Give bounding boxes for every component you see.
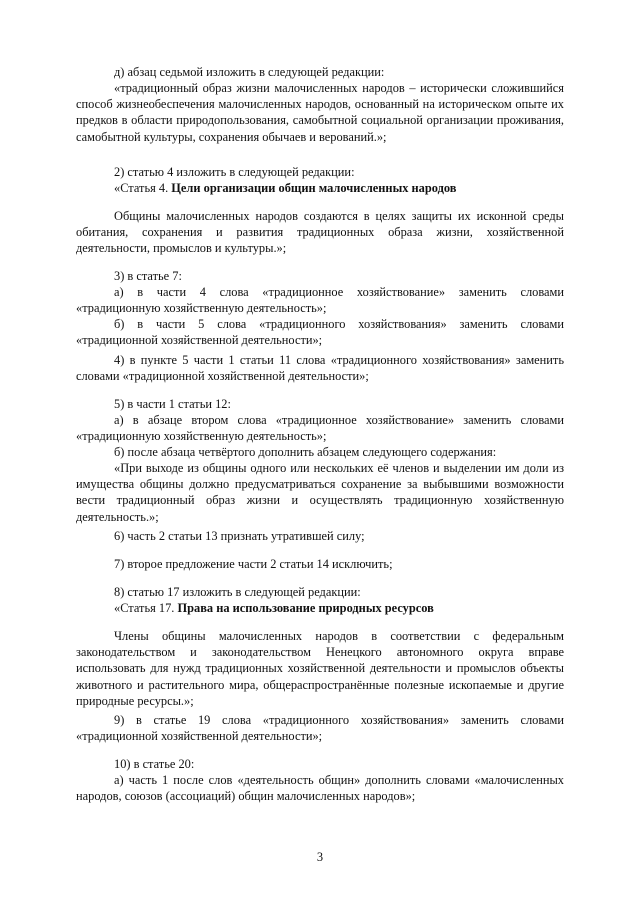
- paragraph-article12-a: а) в абзаце втором слова «традиционное хозяйствование» заменить словами «традиционную хозяйственную деятельность»;: [76, 413, 564, 444]
- paragraph-article4-body: Общины малочисленных народов создаются в целях защиты их исконной среды обитания, сохранения и развития традиционных образа жизни, хозяйственной деятельности, промыслов и культуры.»;: [76, 209, 564, 256]
- article4-title: Цели организации общин малочисленных народов: [171, 181, 457, 195]
- paragraph-article17-intro: 8) статью 17 изложить в следующей редакции:: [114, 585, 361, 599]
- paragraph-article20-a: а) часть 1 после слов «деятельность общин» дополнить словами «малочисленных народов, союзов (ассоциаций) общин малочисленных народов»;: [76, 773, 564, 804]
- article4-prefix: «Статья 4.: [114, 181, 172, 195]
- article17-heading: [114, 600, 564, 616]
- paragraph-article7-intro: 3) в статье 7:: [114, 269, 182, 283]
- paragraph-article12-intro: 5) в части 1 статьи 12:: [114, 397, 231, 411]
- paragraph-article4-intro: 2) статью 4 изложить в следующей редакции:: [114, 165, 355, 179]
- paragraph-article17-body: Члены общины малочисленных народов в соответствии с федеральным законодательством и законодательством Ненецкого автономного округа вправе использовать для нужд традиционных хозяйственной деятельности и промыслов объекты животного и растительного мира, общераспространённые полезные ископаемые и другие природные ресурсы.»;: [76, 629, 564, 708]
- paragraph-d-abzac: д) абзац седьмой изложить в следующей редакции:: [114, 65, 385, 79]
- paragraph-article13: 6) часть 2 статьи 13 признать утратившей силу;: [114, 529, 365, 543]
- article17-prefix: «Статья 17.: [114, 601, 178, 615]
- article17-title: Права на использование природных ресурсов: [177, 601, 434, 615]
- paragraph-article12-b: б) после абзаца четвёртого дополнить абзацем следующего содержания:: [114, 445, 497, 459]
- page-number: 3: [316, 850, 324, 864]
- paragraph-article14: 7) второе предложение части 2 статьи 14 исключить;: [114, 557, 393, 571]
- article4-heading: [114, 180, 564, 196]
- paragraph-article7-a: а) в части 4 слова «традиционное хозяйствование» заменить словами «традиционную хозяйственную деятельность»;: [76, 285, 564, 316]
- paragraph-article12-quote: «При выходе из общины одного или нескольких её членов и выделении им доли из имущества общины должно предусматриваться сохранение за выбывшими возможности вести традиционный образ жизни и осуществлять традиционную хозяйственную деятельность.»;: [76, 461, 564, 524]
- paragraph-article19: 9) в статье 19 слова «традиционного хозяйствования» заменить словами «традиционной хозяйственной деятельности»;: [76, 713, 564, 744]
- paragraph-article7-b: б) в части 5 слова «традиционного хозяйствования» заменить словами «традиционной хозяйственной деятельности»;: [76, 317, 564, 348]
- paragraph-article11: 4) в пункте 5 части 1 статьи 11 слова «традиционного хозяйствования» заменить словами «традиционной хозяйственной деятельности»;: [76, 353, 564, 384]
- paragraph-article20-intro: 10) в статье 20:: [114, 757, 195, 771]
- paragraph-definition: «традиционный образ жизни малочисленных народов – исторически сложившийся способ жизнеобеспечения малочисленных народов, основанный на историческом опыте их предков в области природопользования, самобытной социальной организации проживания, самобытной культуры, сохранения обычаев и верований.»;: [76, 81, 564, 144]
